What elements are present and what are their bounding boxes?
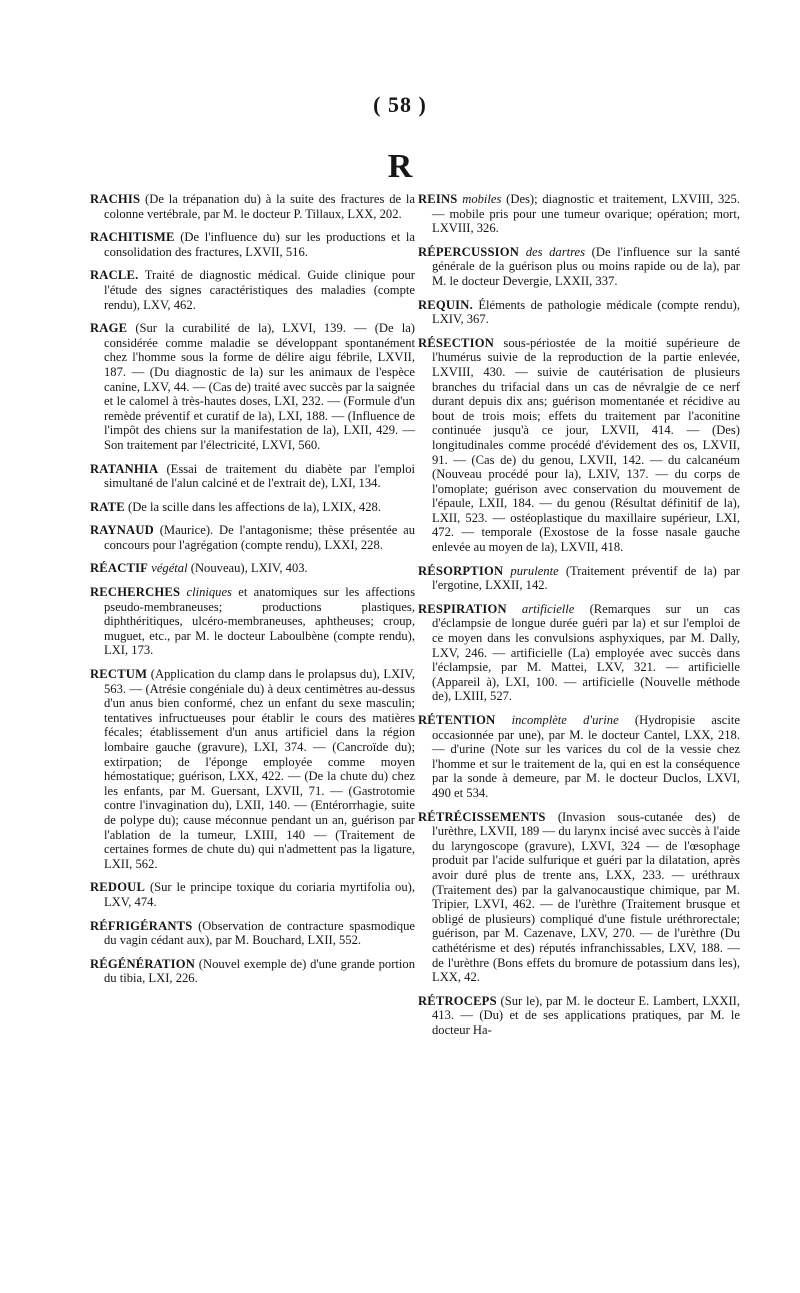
entry-text: (De l'influence du) sur les productions et la consolidation des fractures, LXVII, 516. bbox=[104, 230, 415, 259]
index-entry bbox=[90, 268, 415, 312]
entry-text: (Des); diagnostic et traitement, LXVIII, 325. — mobile pris pour une tumeur ovarique; opération; mort, LXVIII, 326. bbox=[432, 192, 740, 236]
index-entry bbox=[418, 564, 740, 593]
entry-qualifier: artificielle bbox=[521, 601, 575, 616]
entry-headword: RÉACTIF bbox=[90, 561, 149, 576]
entry-headword: RAYNAUD bbox=[90, 523, 154, 538]
entry-headword: RÉGÉNÉRATION bbox=[90, 956, 196, 971]
entry-qualifier: des dartres bbox=[525, 244, 586, 259]
index-entry bbox=[90, 523, 415, 552]
entry-qualifier: mobiles bbox=[462, 192, 502, 206]
entry-headword: REQUIN. bbox=[418, 297, 473, 312]
index-entry bbox=[90, 230, 415, 259]
entry-text: (Essai de traitement du diabète par l'emploi simultané de l'alun calciné et de l'extrait de), LXI, 134. bbox=[104, 461, 415, 491]
index-entry bbox=[90, 500, 415, 515]
index-entry bbox=[90, 957, 415, 986]
index-entry bbox=[90, 462, 415, 491]
entry-text: (Invasion sous-cutanée des) de l'urèthre, LXVII, 189 — du larynx incisé avec succès à l'aide du laryngoscope (gravure), LXVI, 324 — de l'œsophage produit par l'acide sulfurique et guéri par la dilatation, après avoir duré plus de trente ans, LXX, 233. — uréthraux (Traitement des) par la galvanocaustique chimique, par M. Tripier, LXVI, 462. — de l'urèthre (Traitement brusque et obligé de plusieurs) compliqué d'une fistule uréthrorectale; guérison, par M. Cazenave, LXV, 270. — de l'urèthre (Du cathétérisme et des) réputés infranchissables, LXV, 188. — de l'urèthre (Bons effets du bromure de potassium dans les), LXX, 42. bbox=[432, 809, 740, 985]
entry-text: (Sur le principe toxique du coriaria myrtifolia ou), LXV, 474. bbox=[104, 880, 415, 909]
entry-headword: RÉSECTION bbox=[418, 335, 494, 350]
entry-headword: RECHERCHES bbox=[90, 585, 181, 600]
entry-headword: RÉFRIGÉRANTS bbox=[90, 918, 193, 933]
index-entry bbox=[418, 336, 740, 555]
entry-text: Traité de diagnostic médical. Guide clinique pour l'étude des signes caractéristiques des maladies (compte rendu), LXV, 462. bbox=[104, 268, 415, 312]
entry-headword: REINS bbox=[418, 192, 458, 206]
index-entry bbox=[418, 298, 740, 327]
entry-qualifier: cliniques bbox=[186, 585, 232, 600]
index-entry bbox=[90, 561, 415, 576]
entry-text: (Application du clamp dans le prolapsus du), LXIV, 563. — (Atrésie congéniale du) à deux centimètres au-dessus d'un anus bien conformé, chez un enfant du sexe masculin; tentatives infructueuses pour établir le cours des matières fécales; établissement d'un anus artificiel dans la région lombaire gauche (gravure), LXI, 374. — (Cancroïde du); extirpation; de l'éponge employée comme moyen hémostatique; guérison, LXX, 422. — (De la chute du) chez les enfants, par M. Guersant, LXVII, 71. — (Gastrotomie contre l'invagination du), LXII, 140. — (Entérorrhagie, suite de polype du); cause méconnue pendant un an, guérison par l'ablation de la tumeur, LXIII, 140 — (Traitement de certaines formes de chute du) qui n'admettent pas la ligature, LXII, 562. bbox=[104, 667, 415, 871]
entry-text: et anatomiques sur les affections pseudo-membraneuses; productions plastiques, diphthéritiques, ulcéro-membraneuses, aphtheuses; croup, muguet, etc., par M. le docteur Laboulbène (compte rendu), LXI, 173. bbox=[104, 585, 415, 658]
entry-headword: RACHITISME bbox=[90, 230, 175, 245]
entry-headword: RÉTROCEPS bbox=[418, 993, 497, 1008]
index-entry bbox=[418, 192, 740, 236]
index-entry bbox=[418, 713, 740, 801]
entry-headword: RESPIRATION bbox=[418, 601, 507, 616]
index-entry bbox=[90, 321, 415, 452]
index-entry bbox=[90, 880, 415, 909]
entry-text: (Maurice). De l'antagonisme; thèse présentée au concours pour l'agrégation (compte rendu), LXXI, 228. bbox=[104, 523, 415, 552]
entry-text: (Traitement préventif de la) par l'ergotine, LXXII, 142. bbox=[432, 563, 740, 593]
index-entry bbox=[90, 919, 415, 948]
entry-text: (Nouvel exemple de) d'une grande portion du tibia, LXI, 226. bbox=[104, 956, 415, 986]
entry-headword: RECTUM bbox=[90, 667, 148, 682]
left-column bbox=[90, 192, 415, 995]
entry-text: (Observation de contracture spasmodique du vagin cédant aux), par M. Bouchard, LXII, 552. bbox=[104, 918, 415, 948]
entry-text: (Nouveau), LXIV, 403. bbox=[190, 561, 308, 576]
entry-headword: REDOUL bbox=[90, 880, 146, 895]
right-column bbox=[418, 192, 740, 1046]
index-entry bbox=[418, 810, 740, 985]
index-entry bbox=[90, 667, 415, 871]
entry-text: (De la trépanation du) à la suite des fractures de la colonne vertébrale, par M. le docteur P. Tillaux, LXX, 202. bbox=[104, 192, 415, 221]
entry-headword: RACHIS bbox=[90, 192, 141, 206]
entry-qualifier: végétal bbox=[151, 561, 188, 576]
entry-headword: RATANHIA bbox=[90, 461, 159, 476]
index-entry bbox=[90, 192, 415, 221]
entry-headword: RÉSORPTION bbox=[418, 563, 504, 578]
index-entry bbox=[90, 585, 415, 658]
page-number: ( 58 ) bbox=[373, 92, 427, 117]
entry-text: (De l'influence sur la santé générale de la guérison plus ou moins rapide ou de la), par M. le docteur Devergie, LXXII, 337. bbox=[432, 244, 740, 288]
entry-qualifier: purulente bbox=[510, 563, 559, 578]
entry-headword: RÉPERCUSSION bbox=[418, 244, 520, 259]
index-entry bbox=[418, 245, 740, 289]
entry-headword: RAGE bbox=[90, 321, 128, 336]
entry-text: Éléments de pathologie médicale (compte rendu), LXIV, 367. bbox=[432, 297, 740, 327]
entry-text: (De la scille dans les affections de la), LXIX, 428. bbox=[128, 499, 381, 514]
index-entry bbox=[418, 602, 740, 704]
entry-headword: RATE bbox=[90, 499, 125, 514]
entry-text: (Hydropisie ascite occasionnée par une), par M. le docteur Cantel, LXX, 218. — d'urine (Note sur les varices du col de la vessie chez l'homme et sur le traitement de la, qui en est la conséquence par la sonde à demeure, par M. le docteur Duclos, LXVI, 490 et 534. bbox=[432, 713, 740, 800]
entry-headword: RÉTRÉCISSEMENTS bbox=[418, 809, 546, 824]
entry-text: (Sur le), par M. le docteur E. Lambert, LXXII, 413. — (Du) et de ses applications pratiques, par M. le docteur Ha- bbox=[432, 993, 740, 1037]
entry-headword: RÉTENTION bbox=[418, 713, 496, 727]
entry-text: (Sur la curabilité de la), LXVI, 139. — (De la) considérée comme maladie se développant spontanément chez l'homme sous la forme de délire aigu fébrile, LXVII, 187. — (Du diagnostic de la) sur les animaux de l'espèce canine, LXV, 44. — (Cas de) traité avec succès par la saignée et le calomel à très-hautes doses, LXI, 232. — (Formule d'un remède préventif et curatif de la), LXI, 188. — (Influence de l'impôt des chiens sur la manifestation de la), LXII, 429. — Son traitement par l'électricité, LXVI, 560. bbox=[104, 321, 415, 452]
entry-qualifier: incomplète d'urine bbox=[511, 713, 619, 727]
section-letter: R bbox=[387, 148, 413, 185]
entry-text: sous-périostée de la moitié supérieure de l'humérus suivie de la reproduction de la partie enlevée, LXVIII, 430. — suivie de cautérisation de plusieurs branches du trifacial dans un cas de névralgie de ce nerf durant depuis dix ans; guérison momentanée et récidive au bout de trois mois; effets du traitement par l'aconitine continuée jusqu'à ce jour, LXVII, 414. — (Des) longitudinales comme procédé d'évidement des os, LXVII, 91. — (Cas de) du genou, LXVII, 142. — du calcanéum (Nouveau procédé pour la), LXIV, 137. — du corps de l'omoplate; guérison avec conservation du mouvement de l'épaule, LXII, 184. — du genou (Résultat définitif de la), LXII, 523. — ostéoplastique du maxillaire supérieur, LXI, 472. — temporale (Exostose de la fosse nasale gauche enlevée au moyen de la), LXVII, 418. bbox=[432, 335, 740, 555]
index-entry bbox=[418, 994, 740, 1038]
entry-headword: RACLE. bbox=[90, 268, 139, 283]
entry-text: (Remarques sur un cas d'éclampsie de longue durée guéri par la) et sur l'emploi de ce moyen dans les convulsions asphyxiques, par M. Dally, LXV, 246. — artificielle (La) employée avec succès dans l'éclampsie, par M. Mattei, LXV, 321. — artificielle (Appareil à), LXI, 100. — artificielle (Nouvelle méthode de), LXIII, 527. bbox=[432, 601, 740, 704]
